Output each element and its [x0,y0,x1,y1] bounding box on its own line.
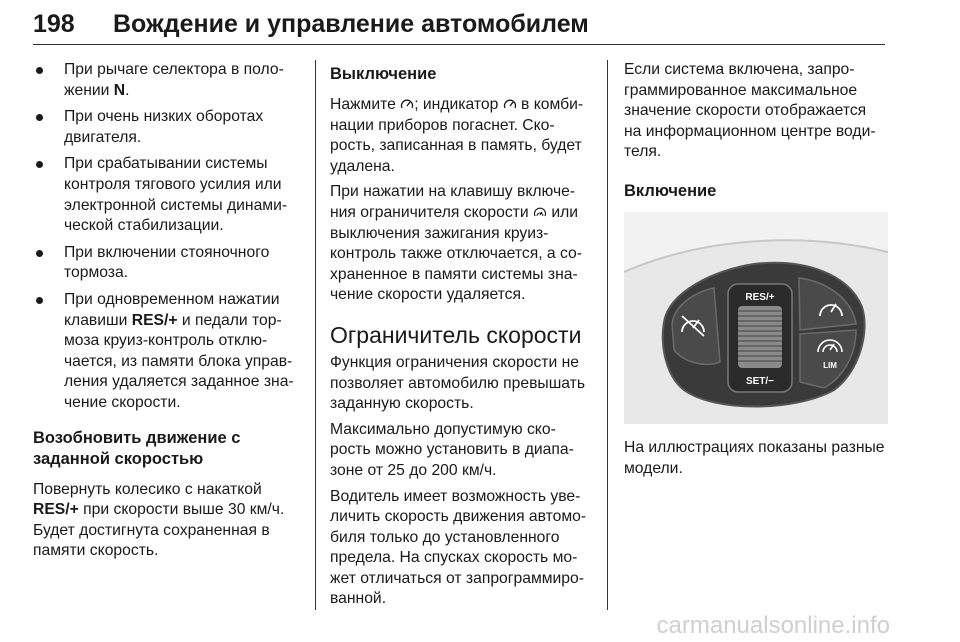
page-number: 198 [33,10,75,38]
resume-text: Повернуть колесико с накаткой RES/+ при скорости выше 30 км/ч. Будет достигнута сохраненная в памяти скорость. [33,480,285,560]
steering-wheel-controls-illustration [624,212,888,424]
on-heading: Включение [624,181,717,200]
condition-list [33,60,303,414]
lim-label: LIM [823,360,837,370]
list-item: При включении стояночного тормоза. [33,243,303,284]
list-item: При очень низких оборотах двигателя. [33,107,303,148]
speed-limiter-icon [533,206,547,218]
bullet-dot-icon [36,114,43,121]
off-paragraph-2: При нажатии на клавишу включе- ния ограничителя скорости или выключения зажигания круиз- контроль также отключается, а со- храненное в памяти системы зна- чение скорости удаляется. [330,183,582,304]
limiter-paragraph-3: Водитель имеет возможность уве- личить скорость движения автомо- биля только до установленного предела. На спусках скорость мо- жет отличаться от запрограммиро- ванной. [330,487,587,608]
page-header [33,8,885,48]
page-title: Вождение и управление автомобилем [113,10,589,38]
column-divider-2 [607,60,608,610]
bullet-dot-icon [36,161,43,168]
limiter-paragraph-2: Максимально допустимую ско- рость можно установить в диапа- зоне от 25 до 200 км/ч. [330,420,574,479]
list-item: При рычаге селектора в поло- жении N. [33,60,303,101]
off-heading: Выключение [330,65,437,83]
cruise-control-icon [503,98,517,110]
resume-heading: Возобновить движение с заданной скоростью [33,428,241,468]
column-3 [624,60,888,484]
intro-paragraph: Если система включена, запро- граммированное максимальное значение скорости отображается на информационном центре води- теля. [624,61,876,161]
res-plus-label: RES/+ [745,291,775,303]
off-paragraph-1: Нажмите ; индикатор в комби- нации приборов погаснет. Ско- рость, записанная в память, будет удалена. [330,96,584,175]
set-minus-label: SET/− [745,375,775,387]
limiter-section-title: Ограничитель скорости [330,321,582,348]
steering-wheel-illustration [624,212,888,424]
bullet-dot-icon [36,67,43,74]
bullet-dot-icon [36,250,43,257]
limiter-paragraph-1: Функция ограничения скорости не позволяет автомобилю превышать заданную скорость. [330,353,586,413]
cruise-control-icon [400,98,414,110]
column-1 [33,60,303,567]
list-item: При срабатывании системы контроля тягового усилия или электронной системы динами- ческой стабилизации. [33,154,303,236]
list-item: При одновременном нажатии клавиши RES/+ и педали тор- моза круиз-контроль отклю- чается, из памяти блока управ- ления удаляется заданное зна- чение скорости. [33,290,303,414]
watermark: carmanualsonline.info [656,612,890,639]
figure-caption: На иллюстрациях показаны разные модели. [624,438,885,477]
column-2 [330,60,598,615]
bullet-dot-icon [36,297,43,304]
header-rule [33,44,885,45]
column-divider-1 [315,60,316,610]
